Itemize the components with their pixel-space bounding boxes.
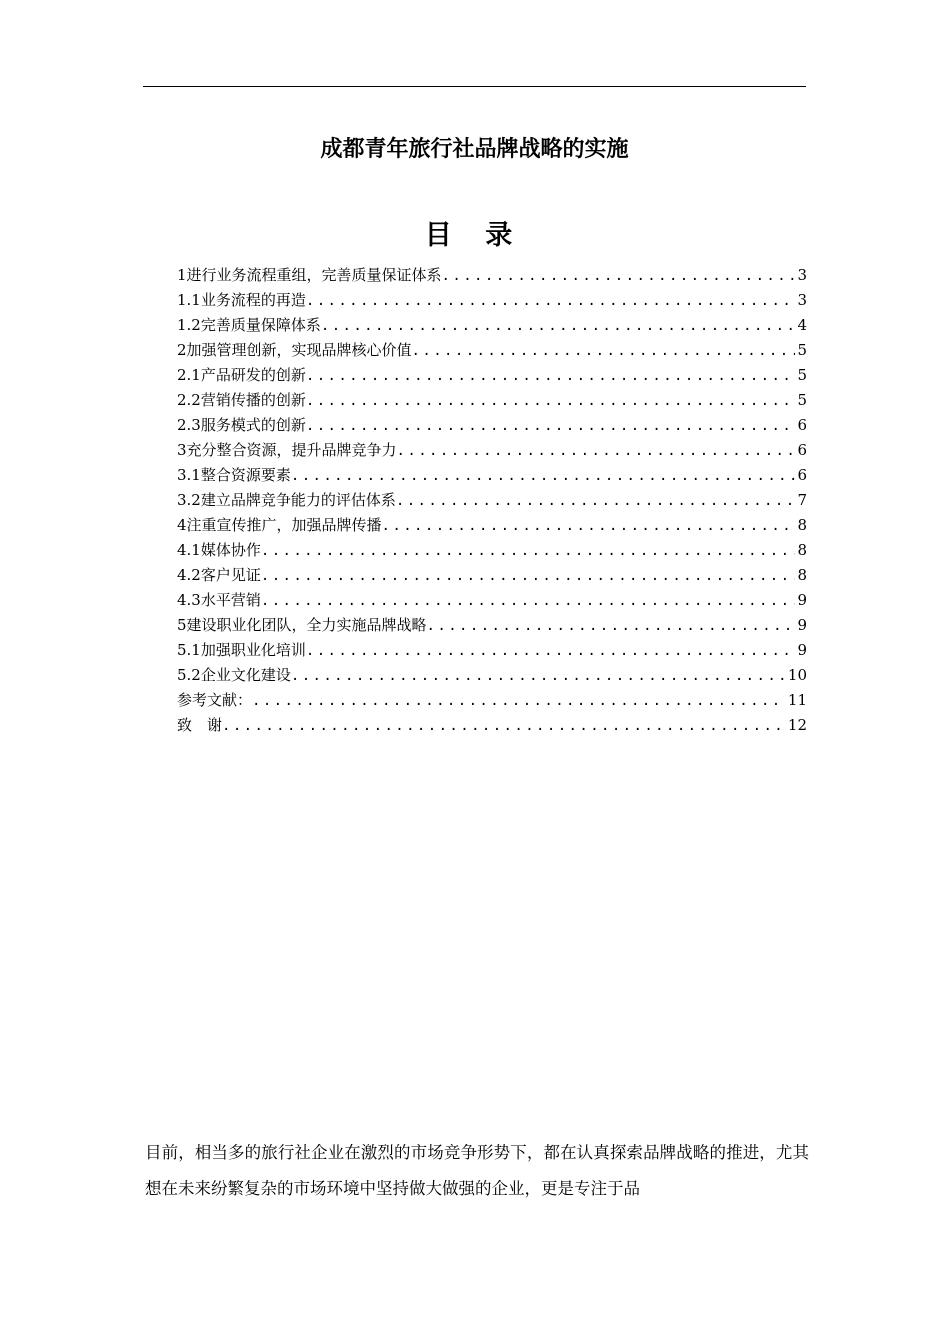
header-rule [143, 86, 806, 87]
toc-entry-page-number: 8 [797, 566, 807, 584]
toc-entry-page-number: 9 [797, 641, 807, 659]
toc-dot-leader [382, 514, 796, 538]
toc-entry-page-number: 5 [797, 341, 807, 359]
toc-entry-title: 3充分整合资源，提升品牌竞争力 [177, 441, 397, 459]
toc-entry[interactable] [177, 563, 807, 588]
toc-entry-page-number: 11 [787, 691, 807, 709]
toc-dot-leader [306, 639, 796, 663]
toc-heading: 目 录 [424, 220, 525, 251]
toc-entry-title: 5.1加强职业化培训 [177, 641, 306, 659]
toc-entry-page-number: 5 [797, 366, 807, 384]
toc-entry-page-number: 6 [797, 466, 807, 484]
toc-entry-page-number: 6 [797, 416, 807, 434]
toc-entry-title: 3.1整合资源要素 [177, 466, 291, 484]
toc-dot-leader [261, 564, 796, 588]
document-title: 成都青年旅行社品牌战略的实施 [320, 137, 629, 162]
toc-entry-page-number: 3 [797, 291, 807, 309]
toc-entry-title: 4.3水平营销 [177, 591, 261, 609]
toc-dot-leader [222, 714, 786, 738]
toc-entry[interactable] [177, 388, 807, 413]
toc-entry-page-number: 12 [787, 716, 807, 734]
toc-dot-leader [291, 464, 796, 488]
toc-dot-leader [261, 589, 796, 613]
toc-dot-leader [291, 664, 786, 688]
body-paragraph: 目前，相当多的旅行社企业在激烈的市场竞争形势下，都在认真探索品牌战略的推进，尤其想在未来纷繁复杂的市场环境中坚持做大做强的企业，更是专注于品 [145, 1143, 809, 1198]
toc-dot-leader [306, 414, 796, 438]
table-of-contents [177, 263, 807, 738]
toc-dot-leader [412, 339, 796, 363]
toc-dot-leader [397, 439, 796, 463]
toc-entry-title: 2.3服务模式的创新 [177, 416, 306, 434]
toc-entry-title: 2.1产品研发的创新 [177, 366, 306, 384]
toc-entry[interactable] [177, 638, 807, 663]
toc-dot-leader [252, 689, 786, 713]
toc-entry-title: 3.2建立品牌竞争能力的评估体系 [177, 491, 396, 509]
toc-entry-title: 4注重宣传推广，加强品牌传播 [177, 516, 382, 534]
toc-dot-leader [442, 264, 796, 288]
toc-entry[interactable] [177, 413, 807, 438]
toc-dot-leader [306, 389, 796, 413]
toc-entry-page-number: 5 [797, 391, 807, 409]
toc-entry-page-number: 7 [797, 491, 807, 509]
toc-entry[interactable] [177, 588, 807, 613]
toc-entry-title: 4.2客户见证 [177, 566, 261, 584]
toc-entry-title: 4.1媒体协作 [177, 541, 261, 559]
toc-entry-page-number: 3 [797, 266, 807, 284]
toc-entry[interactable] [177, 488, 807, 513]
toc-dot-leader [306, 364, 796, 388]
toc-entry[interactable] [177, 713, 807, 738]
toc-entry-title: 5.2企业文化建设 [177, 666, 291, 684]
toc-dot-leader [396, 489, 796, 513]
toc-entry-page-number: 8 [797, 541, 807, 559]
toc-entry-page-number: 6 [797, 441, 807, 459]
toc-entry-title: 1.2完善质量保障体系 [177, 316, 321, 334]
toc-entry[interactable] [177, 438, 807, 463]
toc-entry[interactable] [177, 663, 807, 688]
toc-dot-leader [427, 614, 796, 638]
toc-entry[interactable] [177, 363, 807, 388]
toc-entry-title: 1进行业务流程重组，完善质量保证体系 [177, 266, 442, 284]
toc-entry-page-number: 9 [797, 591, 807, 609]
toc-entry[interactable] [177, 538, 807, 563]
toc-entry-title: 2加强管理创新，实现品牌核心价值 [177, 341, 412, 359]
toc-entry-title: 1.1业务流程的再造 [177, 291, 306, 309]
toc-entry[interactable] [177, 513, 807, 538]
toc-entry[interactable] [177, 288, 807, 313]
toc-entry-title: 致 谢 [177, 716, 223, 734]
toc-entry-title: 5建设职业化团队，全力实施品牌战略 [177, 616, 427, 634]
toc-dot-leader [306, 289, 796, 313]
toc-entry-page-number: 9 [797, 616, 807, 634]
toc-entry[interactable] [177, 338, 807, 363]
toc-entry[interactable] [177, 313, 807, 338]
toc-entry[interactable] [177, 613, 807, 638]
toc-entry-page-number: 8 [797, 516, 807, 534]
toc-entry-page-number: 4 [797, 316, 807, 334]
toc-entry[interactable] [177, 263, 807, 288]
toc-entry-title: 参考文献： [177, 691, 253, 709]
toc-dot-leader [261, 539, 796, 563]
toc-dot-leader [321, 314, 796, 338]
toc-entry[interactable] [177, 688, 807, 713]
toc-entry[interactable] [177, 463, 807, 488]
toc-entry-title: 2.2营销传播的创新 [177, 391, 306, 409]
toc-entry-page-number: 10 [787, 666, 807, 684]
